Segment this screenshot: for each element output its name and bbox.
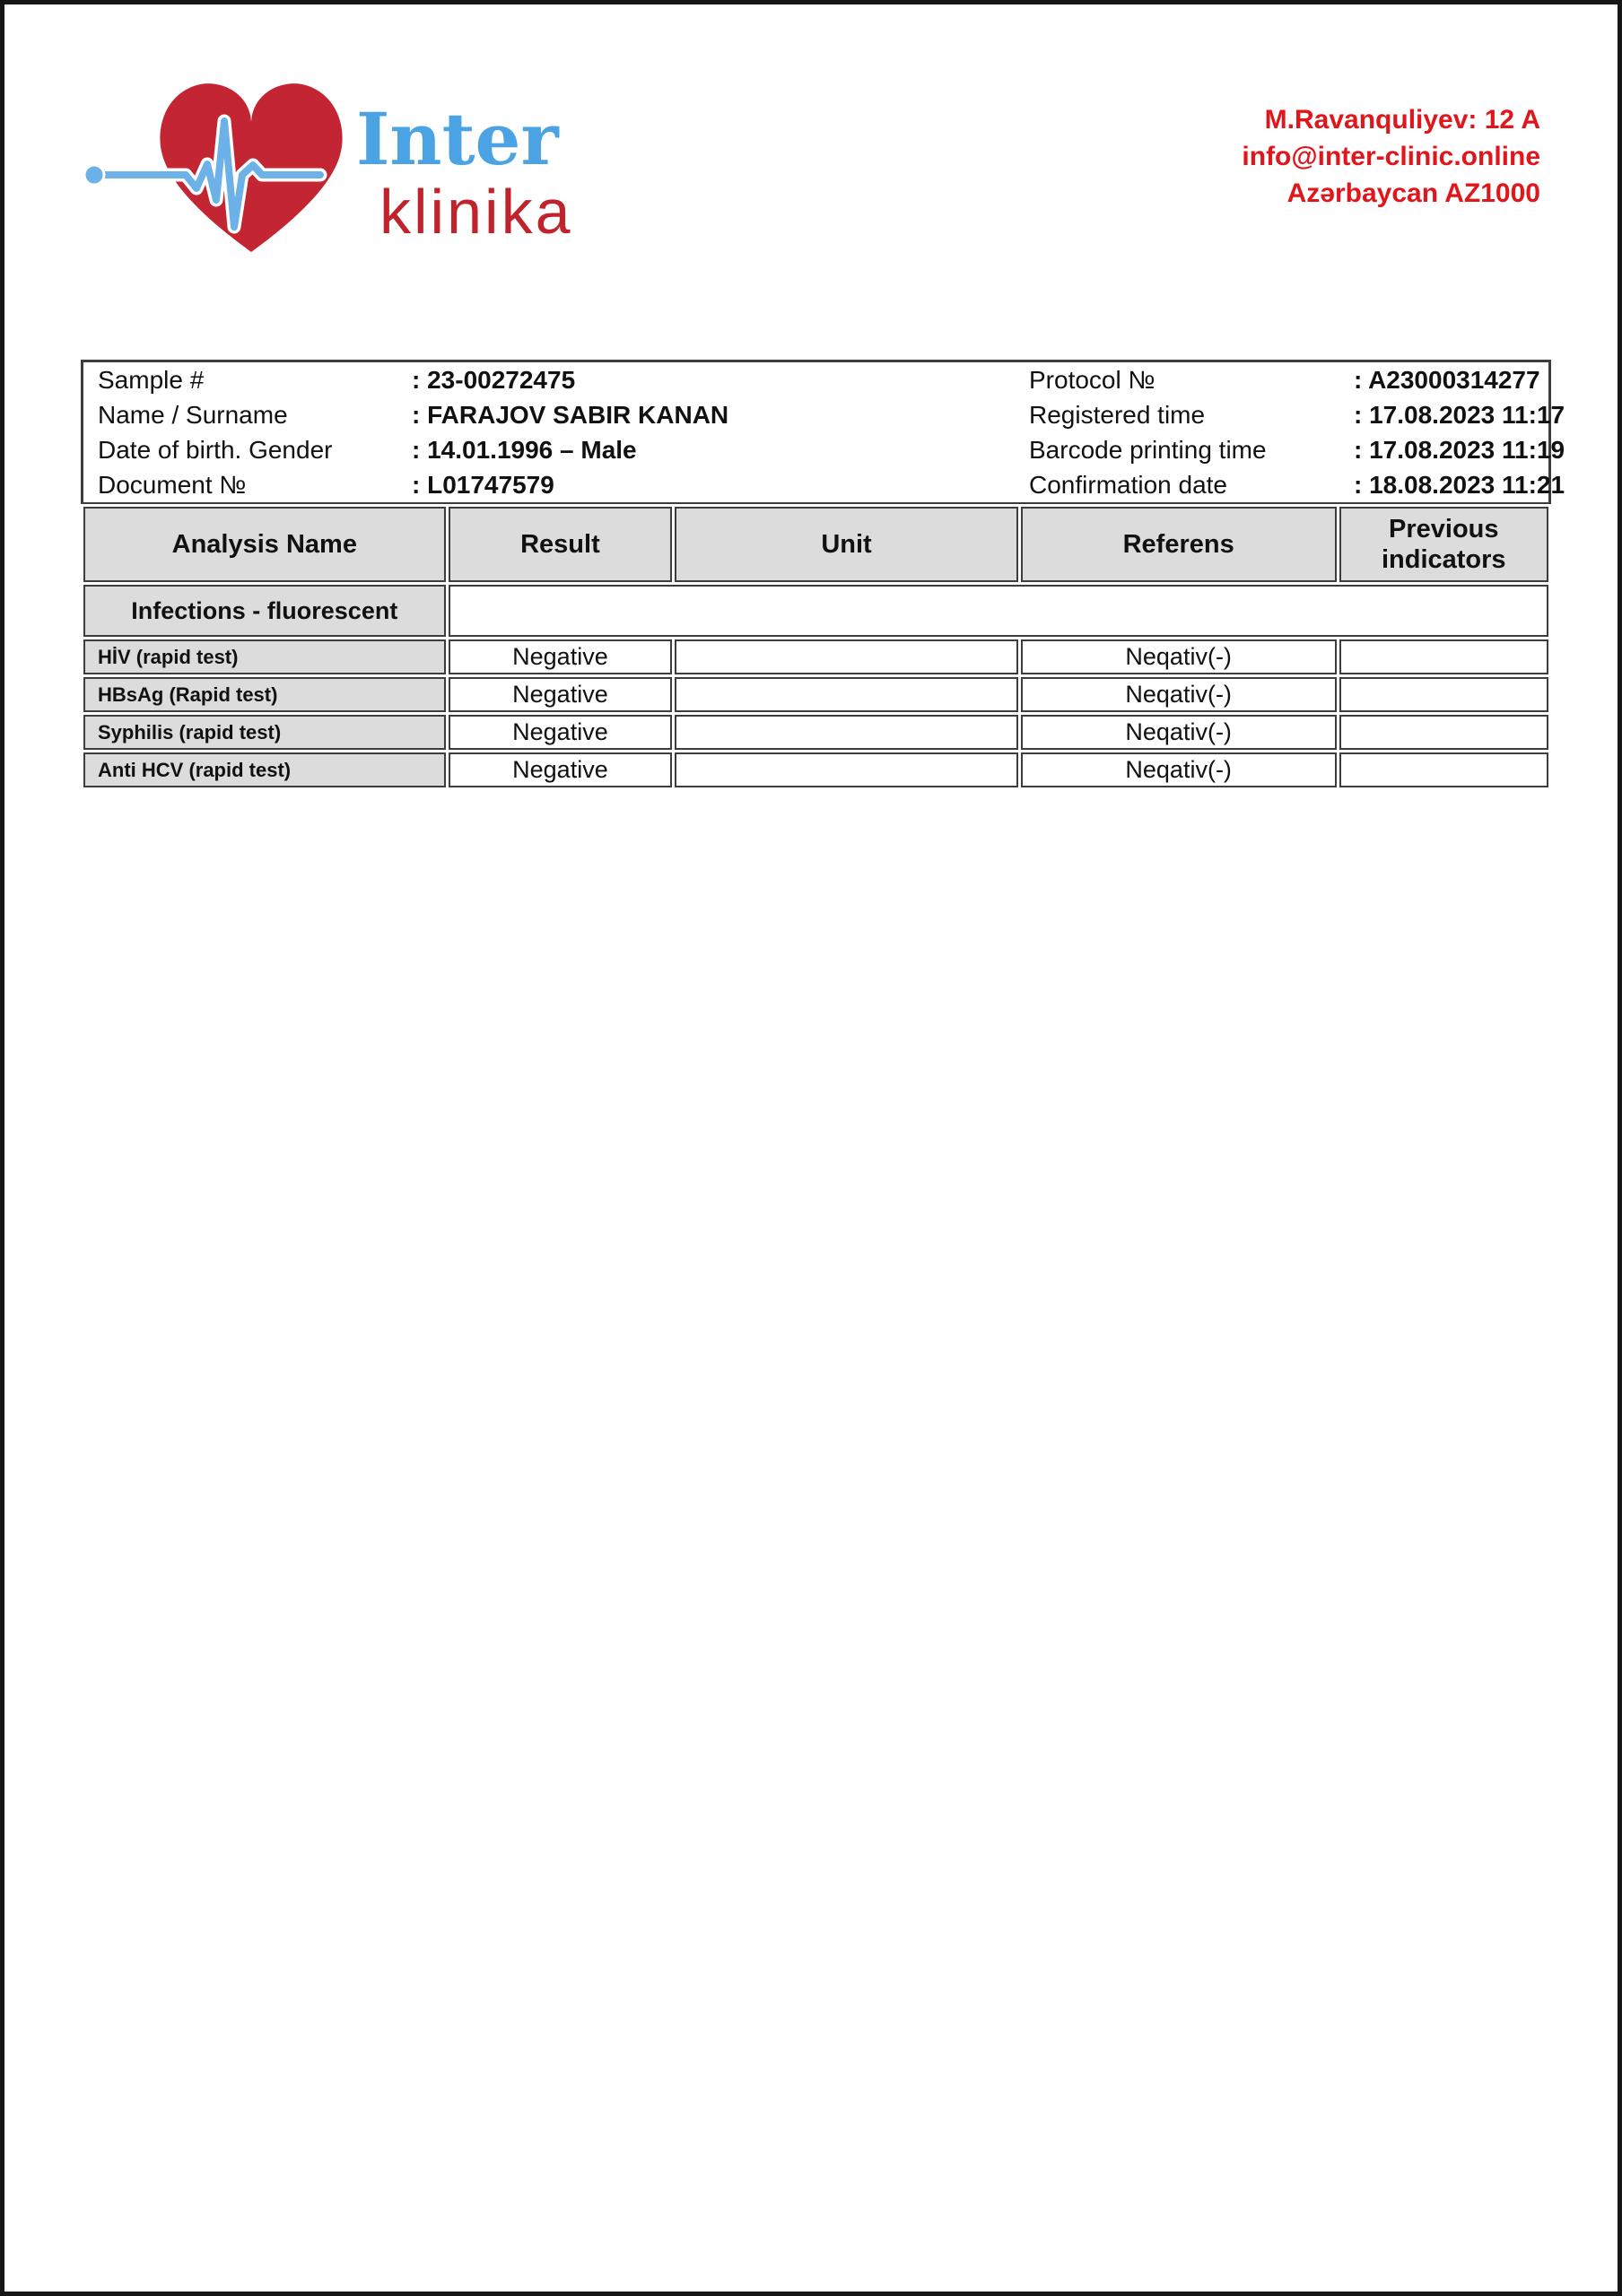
registered-time-value: : 17.08.2023 11:17 — [1354, 401, 1565, 429]
unit-cell — [675, 715, 1018, 750]
section-row — [83, 585, 1548, 637]
name-surname-label: Name / Surname — [98, 401, 288, 429]
birth-gender-value: : 14.01.1996 – Male — [412, 436, 637, 464]
sample-number-label: Sample # — [98, 366, 205, 394]
analysis-name-cell: Syphilis (rapid test) — [83, 715, 446, 750]
previous-cell — [1339, 639, 1548, 674]
table-row — [83, 752, 1548, 787]
analysis-name-cell: HBsAg (Rapid test) — [83, 677, 446, 712]
result-cell: Negative — [449, 639, 673, 674]
contact-country-zip: Azərbaycan AZ1000 — [1286, 178, 1540, 208]
confirmation-date-label: Confirmation date — [1029, 471, 1228, 499]
referens-cell: Neqativ(-) — [1021, 752, 1337, 787]
previous-cell — [1339, 715, 1548, 750]
column-header-analysis-name: Analysis Name — [83, 507, 446, 582]
birth-gender-label: Date of birth. Gender — [98, 436, 333, 464]
result-cell: Negative — [449, 752, 673, 787]
section-row-spacer — [449, 585, 1548, 637]
contact-email: info@inter-clinic.online — [1242, 142, 1540, 171]
result-cell: Negative — [449, 677, 673, 712]
name-surname-value: : FARAJOV SABIR KANAN — [412, 401, 729, 429]
referens-cell: Neqativ(-) — [1021, 677, 1337, 712]
registered-time-label: Registered time — [1029, 401, 1206, 429]
barcode-time-label: Barcode printing time — [1029, 436, 1267, 464]
brand-name-inter: Inter — [356, 97, 559, 181]
referens-cell: Neqativ(-) — [1021, 639, 1337, 674]
brand-name-klinika: klinika — [379, 177, 573, 247]
column-header-previous: Previous indicators — [1339, 507, 1548, 582]
protocol-number-value: : A23000314277 — [1354, 366, 1540, 394]
document-number-value: : L01747579 — [412, 471, 554, 499]
clinic-contact-block — [1242, 101, 1540, 212]
unit-cell — [675, 639, 1018, 674]
sample-number-value: : 23-00272475 — [412, 366, 576, 394]
document-number-label: Document № — [98, 471, 247, 499]
column-header-result: Result — [449, 507, 673, 582]
table-row — [83, 639, 1548, 674]
protocol-number-label: Protocol № — [1029, 366, 1155, 394]
section-title: Infections - fluorescent — [83, 585, 446, 637]
unit-cell — [675, 752, 1018, 787]
referens-cell: Neqativ(-) — [1021, 715, 1337, 750]
analysis-name-cell: HİV (rapid test) — [83, 639, 446, 674]
contact-address-line: M.Ravanquliyev: 12 A — [1264, 105, 1540, 135]
heart-ekg-icon — [76, 74, 372, 281]
patient-info-box — [81, 360, 1565, 505]
clinic-logo — [76, 74, 579, 281]
previous-cell — [1339, 677, 1548, 712]
table-row — [83, 677, 1548, 712]
column-header-referens: Referens — [1021, 507, 1337, 582]
analysis-name-cell: Anti HCV (rapid test) — [83, 752, 446, 787]
confirmation-date-value: : 18.08.2023 11:21 — [1354, 471, 1565, 499]
unit-cell — [675, 677, 1018, 712]
barcode-time-value: : 17.08.2023 11:19 — [1354, 436, 1565, 464]
previous-cell — [1339, 752, 1548, 787]
table-row — [83, 715, 1548, 750]
results-header-row — [83, 507, 1548, 582]
result-cell: Negative — [449, 715, 673, 750]
results-table — [81, 504, 1551, 790]
column-header-unit: Unit — [675, 507, 1018, 582]
